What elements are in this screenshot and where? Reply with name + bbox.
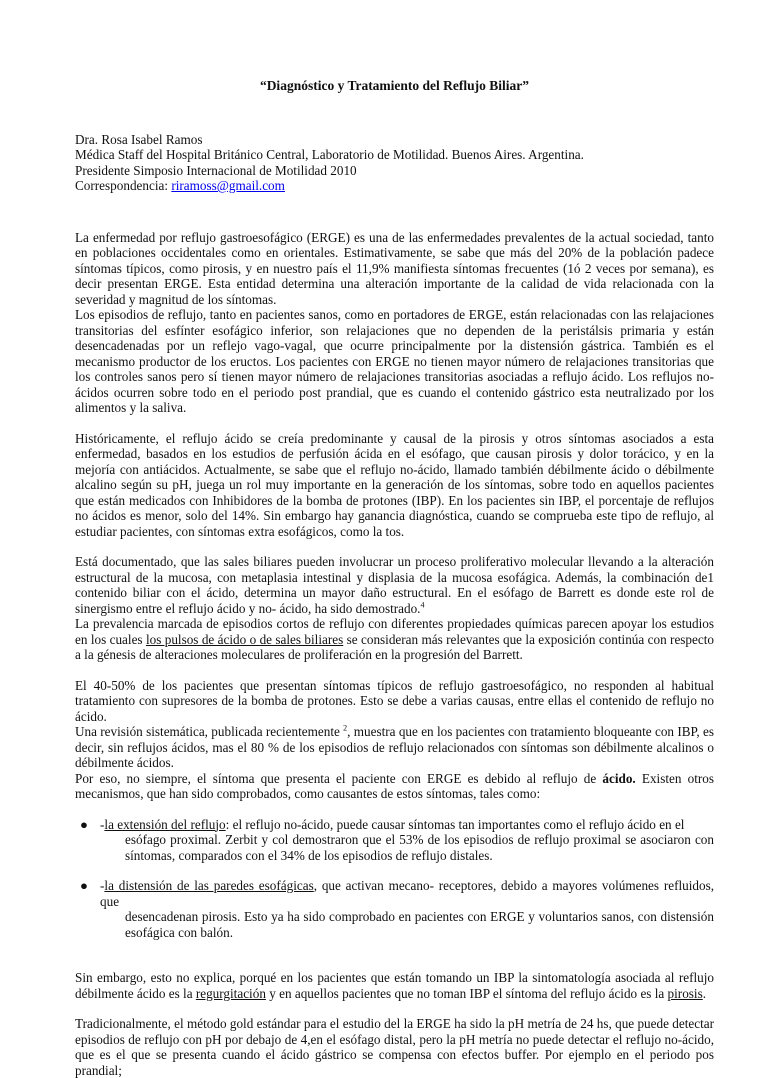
spacer xyxy=(75,539,714,554)
author-name: Dra. Rosa Isabel Ramos xyxy=(75,131,203,147)
paragraph-review xyxy=(75,724,714,771)
paragraph-non-responders: El 40-50% de los pacientes que presentan síntomas típicos de reflujo gastroesofágico, no responden al habitual tratamiento con supresores de la bomba de protones. Esto se debe a varias causas, entre ellas el contenido de reflujo no ácido. xyxy=(75,677,714,724)
bullet-dot-icon: ● xyxy=(80,816,88,832)
email-link[interactable]: riramoss@gmail.com xyxy=(171,178,285,193)
list-item-first-line: : el reflujo no-ácido, puede causar síntomas tan importantes como el reflujo ácido en el xyxy=(225,816,685,832)
paragraph-symptoms xyxy=(75,970,714,1001)
list-item-wall-distension xyxy=(75,878,714,940)
author-block xyxy=(75,132,714,194)
paragraph-symptoms-start: Sin embargo, esto no explica, porqué en los pacientes que están tomando un IBP la sintomatología asociada al reflujo débilmente ácido es la xyxy=(75,970,714,1001)
paragraph-gold-standard: Tradicionalmente, el método gold estándar para el estudio del la ERGE ha sido la pH metría de 24 hs, que puede detectar episodios de reflujo con pH por debajo de 4,en el esófago distal, pero la pH metría no puede detectar el reflujo no-ácido, que es el que se presenta cuando el ácido gástrico se compensa con efectos buffer. Por ejemplo en el periodo pos prandial; xyxy=(75,1016,714,1078)
bullet-dot-icon: ● xyxy=(80,878,88,893)
author-role: Presidente Simposio Internacional de Motilidad 2010 xyxy=(75,162,357,178)
author-correspondence xyxy=(75,178,714,194)
list-item-term: la extensión del reflujo xyxy=(104,816,226,832)
paragraph-bile-salts xyxy=(75,554,714,616)
paragraph-mechanisms-start: Por eso, no siempre, el síntoma que presenta el paciente con ERGE es debido al reflujo de xyxy=(75,770,603,786)
paragraph-intro: La enfermedad por reflujo gastroesofágico (ERGE) es una de las enfermedades prevalentes de la actual sociedad, tanto en poblaciones occidentales como en orientales. Estimativamente, se sabe que más del 20% de la población padece síntomas típicos, como pirosis, y en nuestro país el 11,9% manifiesta síntomas frecuentes (1ó 2 veces por semana), es decir presentan ERGE. Esta entidad determina una alteración importante de la calidad de vida relacionada con la severidad y magnitud de los síntomas. xyxy=(75,229,714,307)
spacer xyxy=(75,416,714,431)
paragraph-prevalence xyxy=(75,616,714,663)
list-item-continuation: desencadenan pirosis. Esto ya ha sido comprobado en pacientes con ERGE y voluntarios sanos, con distensión esofágica con balón. xyxy=(125,909,714,940)
mechanism-list xyxy=(75,817,714,941)
spacer xyxy=(75,1001,714,1016)
paragraph-prevalence-start: La prevalencia marcada de episodios cortos de reflujo con diferentes propiedades químicas parecen apoyar los estudios en los cuales xyxy=(75,616,714,647)
spacer xyxy=(75,940,714,970)
term-pyrosis: pirosis xyxy=(667,985,703,1001)
spacer xyxy=(75,663,714,678)
paragraph-review-end: , muestra que en los pacientes con tratamiento bloqueante con IBP, es decir, sin reflujos ácidos, mas el 80 % de los episodios de reflujo relacionados con síntomas son débilmente alcalinos o débilmente ácidos. xyxy=(75,724,714,770)
term-regurgitation: regurgitación xyxy=(195,985,266,1001)
paragraph-mechanisms-bold: ácido. xyxy=(602,770,636,786)
paragraph-symptoms-middle: y en aquellos pacientes que no toman IBP el síntoma del reflujo ácido es la xyxy=(265,985,668,1001)
paragraph-prevalence-end: se consideran más relevantes que la exposición continúa con respecto a la génesis de alteraciones moleculares de proliferación en la progresión del Barrett. xyxy=(75,631,714,662)
paragraph-history: Históricamente, el reflujo ácido se creía predominante y causal de la pirosis y otros síntomas asociados a esta enfermedad, basados en los estudios de perfusión ácida en el esófago, que causan pirosis y dolor torácico, y en la mejoría con antiácidos. Actualmente, se sabe que el reflujo no-ácido, llamado también débilmente ácido o débilmente alcalino según su pH, juega un rol muy importante en la generación de los síntomas, sobre todo en aquellos pacientes que están medicados con Inhibidores de la bomba de protones (IBP). En los pacientes sin IBP, el porcentaje de reflujos no ácidos es menor, solo del 14%. Sin embargo hay ganancia diagnóstica, cuando se comprueba este tipo de reflujo, al estudiar pacientes, con síntomas extra esofágicos, como la tos. xyxy=(75,430,714,539)
list-item-prefix: - xyxy=(100,816,105,832)
list-item-first-line: , que activan mecano- receptores, debido a mayores volúmenes refluidos, que xyxy=(100,878,715,909)
list-item-reflux-extension xyxy=(75,817,714,864)
paragraph-symptoms-end: . xyxy=(702,985,707,1001)
paragraph-reflux-episodes: Los episodios de reflujo, tanto en pacientes sanos, como en portadores de ERGE, están relacionadas con las relajaciones transitorias del esfínter esofágico inferior, son relajaciones que no dependen de la peristálsis primaria y están desencadenadas por un reflejo vago-vagal, que ocurre principalmente por la distensión gástrica. También es el mecanismo productor de los eructos. Los pacientes con ERGE no tienen mayor número de relajaciones transitorias que los controles sanos pero sí tienen mayor número de relajaciones transitorias asociadas a reflujo ácido. Los reflujos no-ácidos ocurren sobre todo en el periodo post prandial, que es cuando el contenido gástrico esta neutralizado por los alimentos y la saliva. xyxy=(75,307,714,415)
paragraph-review-start: Una revisión sistemática, publicada recientemente xyxy=(75,724,344,739)
list-item-prefix: - xyxy=(100,878,105,893)
list-item-continuation: esófago proximal. Zerbit y col demostraron que el 53% de los episodios de reflujo proximal se asociaron con síntomas, comparados con el 34% de los episodios de reflujo distales. xyxy=(125,832,714,863)
paragraph-bile-salts-text: Está documentado, que las sales biliares pueden involucrar un proceso proliferativo molecular llevando a la alteración estructural de la mucosa, con metaplasia intestinal y displasia de la mucosa esofágica. Además, la combinación de1 contenido biliar con el ácido, determina un mayor daño estructural. En el esófago de Barrett es donde este rol de sinergismo entre el reflujo ácido y no- ácido, ha sido demostrado. xyxy=(75,554,714,616)
reference-2: 2 xyxy=(343,723,348,733)
list-item-term: la distensión de las paredes esofágicas xyxy=(104,878,314,893)
spacer xyxy=(75,802,714,817)
reference-4: 4 xyxy=(420,600,425,610)
paragraph-mechanisms xyxy=(75,771,714,802)
correspondence-label: Correspondencia: xyxy=(75,178,169,193)
author-affiliation: Médica Staff del Hospital Británico Central, Laboratorio de Motilidad. Buenos Aires. Argentina. xyxy=(75,147,584,162)
paragraph-prevalence-underlined: los pulsos de ácido o de sales biliares xyxy=(145,631,344,647)
paragraph-mechanisms-end: Existen otros mecanismos, que han sido comprobados, como causantes de estos síntomas, tales como: xyxy=(75,770,714,801)
document-title: “Diagnóstico y Tratamiento del Reflujo Biliar” xyxy=(259,78,530,93)
